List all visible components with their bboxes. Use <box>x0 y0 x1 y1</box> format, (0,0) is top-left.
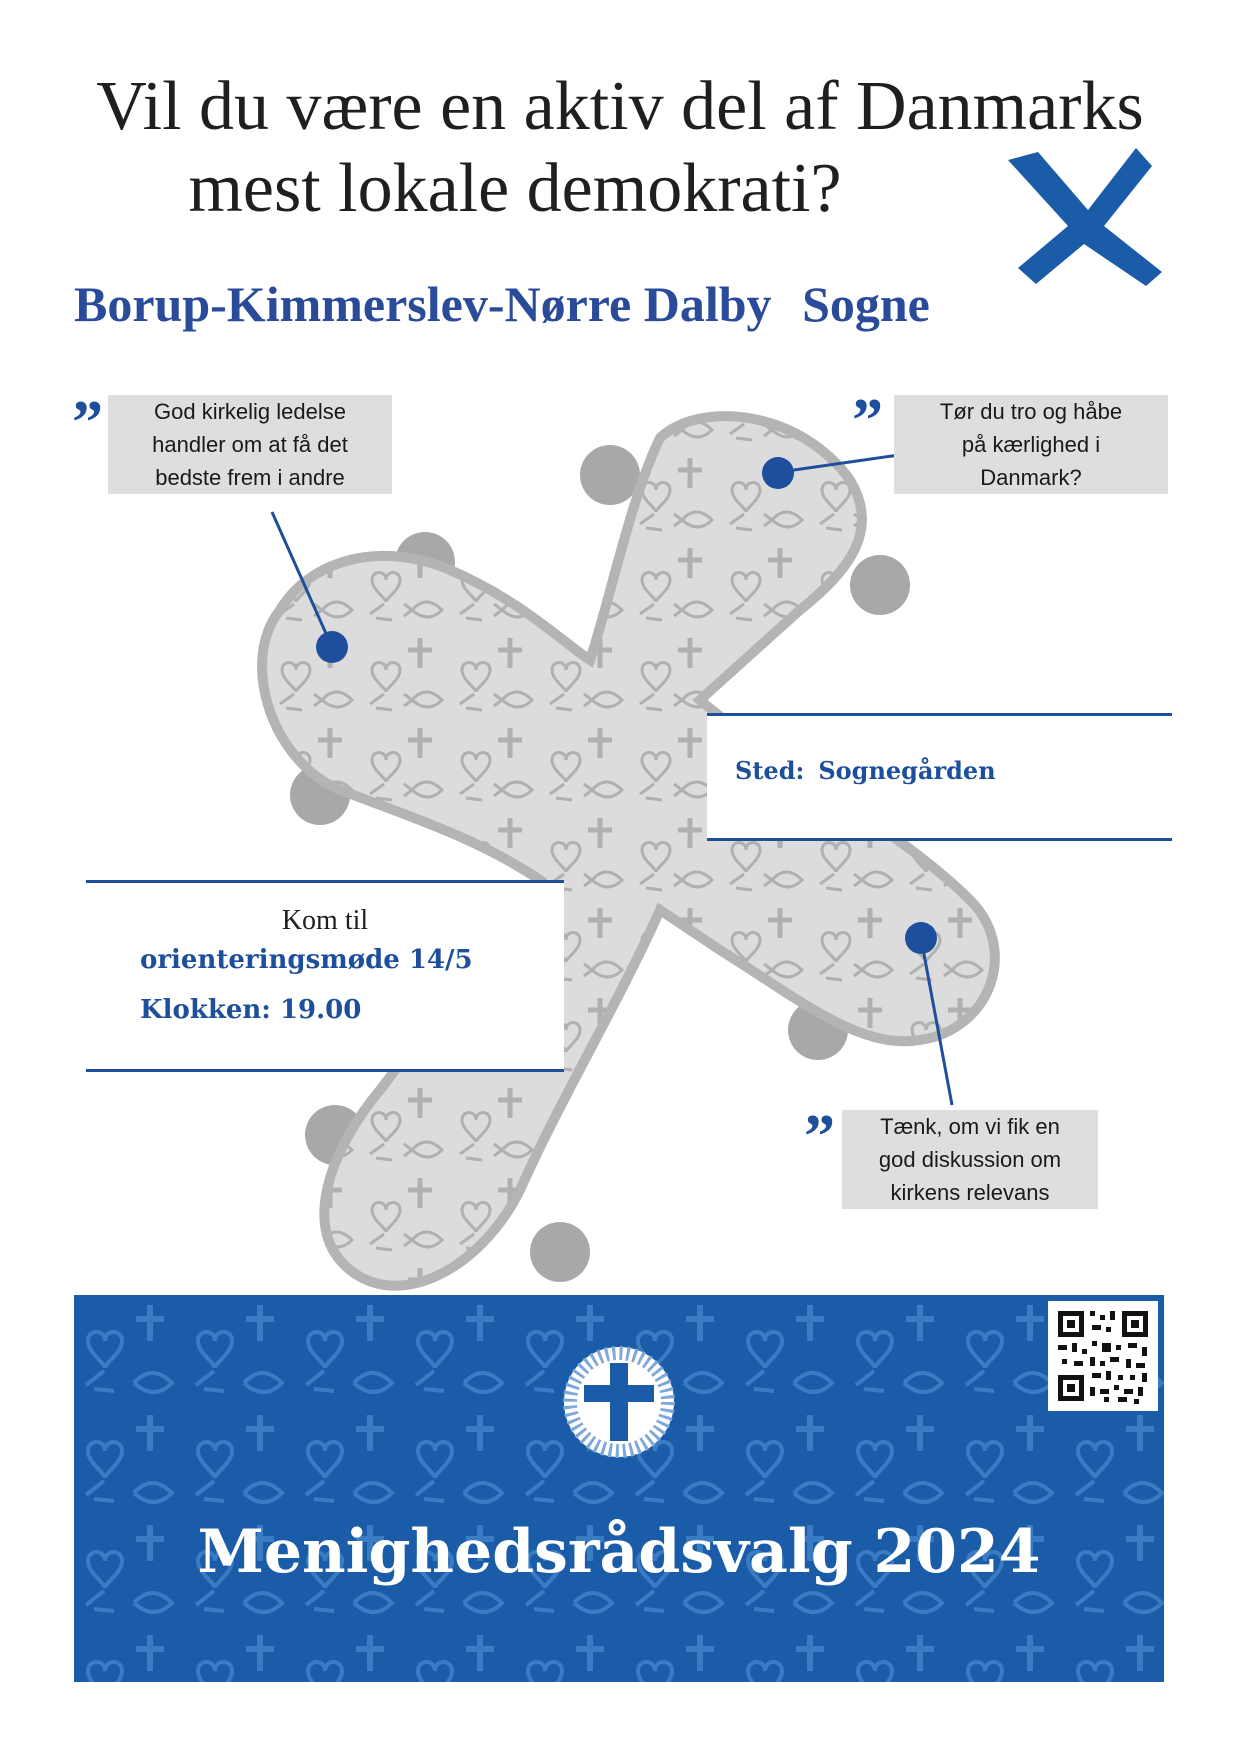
meeting-title: orienteringsmøde 14/5 <box>140 945 473 975</box>
headline-line-1: Vil du være en aktiv del af Danmarks <box>96 68 1144 145</box>
meeting-intro: Kom til <box>281 905 369 936</box>
footer-band <box>74 1295 1164 1682</box>
parish-name-main: Borup-Kimmerslev-Nørre Dalby <box>74 276 772 332</box>
headline-line-2: mest lokale demokrati? <box>188 150 842 227</box>
parish-name-suffix: Sogne <box>802 276 930 332</box>
quote-box-1 <box>108 395 392 494</box>
quote-3-line-3: kirkens relevans <box>890 1180 1050 1205</box>
quote-box-3 <box>842 1110 1098 1209</box>
event-title: Menighedsrådsvalg 2024 <box>197 1517 1041 1587</box>
church-cross-logo-icon <box>562 1345 676 1459</box>
quote-2-line-1: Tør du tro og håbe <box>939 399 1123 424</box>
place-value: Sognegården <box>818 756 996 785</box>
place-text <box>735 756 996 785</box>
quote-3-line-1: Tænk, om vi fik en <box>880 1114 1060 1139</box>
quote-3-line-2: god diskussion om <box>878 1147 1062 1172</box>
meeting-panel <box>86 880 564 1072</box>
meeting-time: Klokken: 19.00 <box>140 995 362 1025</box>
quote-mark-icon: ” <box>72 389 103 457</box>
quote-1-line-2: handler om at få det <box>152 432 348 457</box>
quote-mark-icon: ” <box>804 1103 835 1171</box>
quote-1-line-3: bedste frem i andre <box>155 465 345 490</box>
place-panel <box>707 713 1172 841</box>
qr-code[interactable] <box>1048 1301 1158 1411</box>
quote-1-line-1: God kirkelig ledelse <box>154 399 346 424</box>
quote-2-line-3: Danmark? <box>980 465 1082 490</box>
quote-mark-icon: ” <box>852 387 883 455</box>
quote-box-2 <box>894 395 1168 494</box>
quote-2-line-2: på kærlighed i <box>961 432 1101 457</box>
place-label: Sted: <box>735 756 805 785</box>
